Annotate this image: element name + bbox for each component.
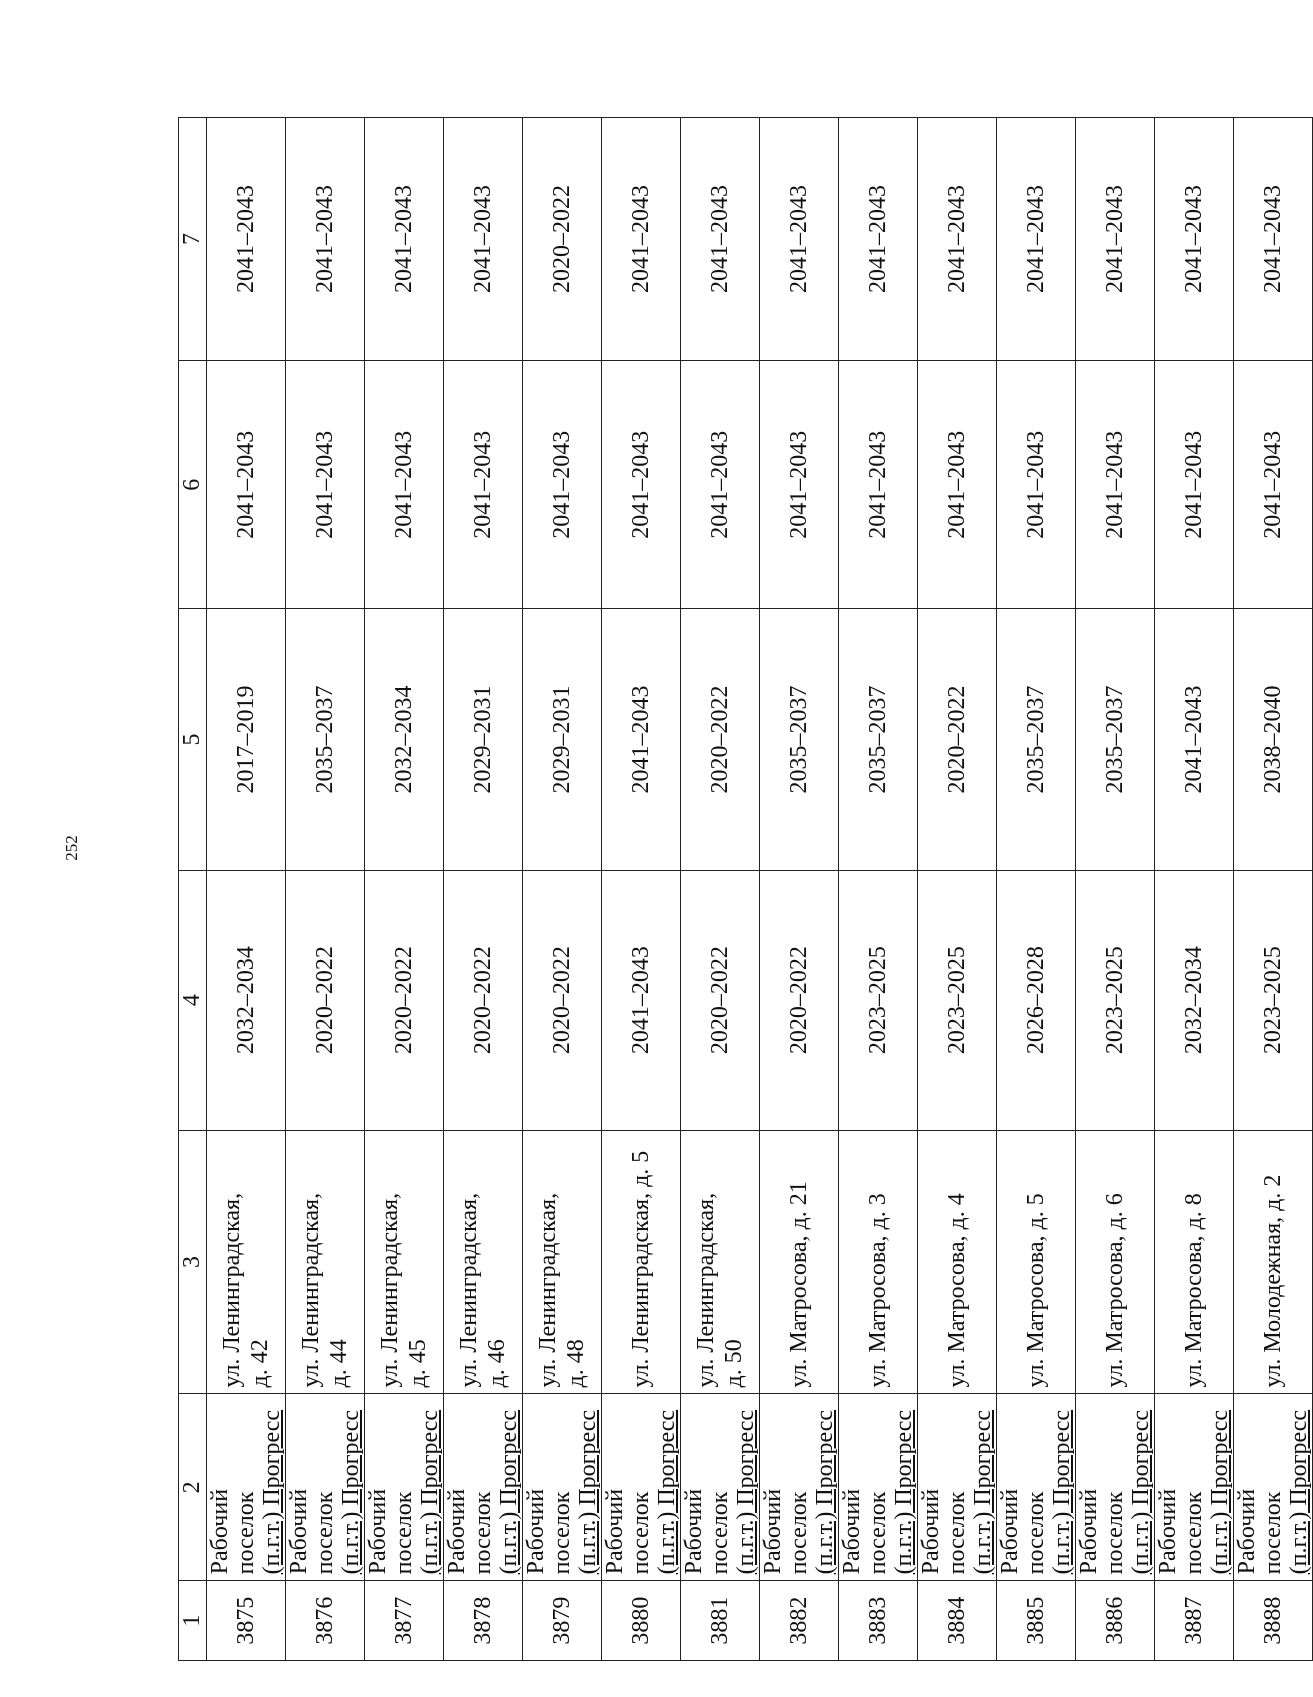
cell-line: (п.г.т.) Прогресс (1128, 1409, 1154, 1575)
period-cell-c7: 2041–2043 (207, 118, 286, 361)
period-cell-c5: 2038–2040 (1234, 609, 1313, 870)
period-cell-c4: 2020–2022 (286, 870, 365, 1130)
period-cell-c7: 2041–2043 (1076, 118, 1155, 361)
settlement-cell (602, 1394, 681, 1581)
cell-line: (п.г.т.) Прогресс (891, 1409, 917, 1575)
period-cell-c6: 2041–2043 (760, 361, 839, 609)
cell-line: ул. Матросова, д. 4 (944, 1193, 970, 1388)
cell-line: (п.г.т.) Прогресс (812, 1409, 838, 1575)
period-cell-c6: 2041–2043 (286, 361, 365, 609)
row-number-cell: 3880 (602, 1581, 681, 1661)
period-cell-c7: 2020–2022 (523, 118, 602, 361)
cell-line: (п.г.т.) Прогресс (654, 1409, 680, 1575)
cell-line: (п.г.т.) Прогресс (575, 1409, 601, 1575)
table-row (918, 118, 997, 1661)
column-header-6: 6 (179, 361, 207, 609)
period-cell-c5: 2029–2031 (523, 609, 602, 870)
cell-line: Рабочий поселок (444, 1488, 496, 1575)
period-cell-c6: 2041–2043 (523, 361, 602, 609)
period-cell-c6: 2041–2043 (207, 361, 286, 609)
cell-line: д. 45 (405, 1339, 431, 1388)
cell-line: д. 42 (247, 1339, 273, 1388)
cell-line: Рабочий поселок (1155, 1488, 1207, 1575)
cell-line: Рабочий поселок (523, 1488, 575, 1575)
period-cell-c7: 2041–2043 (365, 118, 444, 361)
cell-line: (п.г.т.) Прогресс (1049, 1409, 1075, 1575)
period-cell-c6: 2041–2043 (997, 361, 1076, 609)
cell-line: Рабочий поселок (602, 1488, 654, 1575)
table-body (207, 118, 1313, 1661)
period-cell-c6: 2041–2043 (602, 361, 681, 609)
cell-line: д. 48 (563, 1339, 589, 1388)
schedule-table (178, 117, 1313, 1661)
address-cell (286, 1130, 365, 1394)
cell-line: Рабочий поселок (997, 1488, 1049, 1575)
row-number-cell: 3878 (444, 1581, 523, 1661)
settlement-cell (918, 1394, 997, 1581)
address-cell (444, 1130, 523, 1394)
cell-line: Рабочий поселок (207, 1488, 259, 1575)
cell-line: ул. Ленинградская, (219, 1192, 245, 1388)
table-row (839, 118, 918, 1661)
table-row (681, 118, 760, 1661)
cell-line: ул. Ленинградская, (377, 1192, 403, 1388)
settlement-cell (1234, 1394, 1313, 1581)
settlement-cell (839, 1394, 918, 1581)
period-cell-c6: 2041–2043 (444, 361, 523, 609)
period-cell-c7: 2041–2043 (444, 118, 523, 361)
period-cell-c4: 2032–2034 (1155, 870, 1234, 1130)
period-cell-c4: 2023–2025 (918, 870, 997, 1130)
period-cell-c7: 2041–2043 (681, 118, 760, 361)
table-row (1076, 118, 1155, 1661)
cell-line: (п.г.т.) Прогресс (417, 1409, 443, 1575)
column-header-5: 5 (179, 609, 207, 870)
cell-line: (п.г.т.) Прогресс (1286, 1409, 1312, 1575)
column-header-4: 4 (179, 870, 207, 1130)
cell-line: (п.г.т.) Прогресс (1207, 1409, 1233, 1575)
period-cell-c5: 2020–2022 (918, 609, 997, 870)
table-row (1234, 118, 1313, 1661)
period-cell-c5: 2035–2037 (286, 609, 365, 870)
table-row (365, 118, 444, 1661)
column-header-2: 2 (179, 1394, 207, 1581)
address-cell (918, 1130, 997, 1394)
table-row (997, 118, 1076, 1661)
cell-line: ул. Матросова, д. 21 (786, 1181, 812, 1388)
period-cell-c7: 2041–2043 (997, 118, 1076, 361)
column-header-1: 1 (179, 1581, 207, 1661)
address-cell (1076, 1130, 1155, 1394)
cell-line: Рабочий поселок (365, 1488, 417, 1575)
period-cell-c7: 2041–2043 (918, 118, 997, 361)
row-number-cell: 3879 (523, 1581, 602, 1661)
period-cell-c7: 2041–2043 (602, 118, 681, 361)
table-row (1155, 118, 1234, 1661)
period-cell-c5: 2041–2043 (1155, 609, 1234, 870)
period-cell-c6: 2041–2043 (839, 361, 918, 609)
period-cell-c4: 2041–2043 (602, 870, 681, 1130)
address-cell (602, 1130, 681, 1394)
cell-line: Рабочий поселок (1234, 1488, 1286, 1575)
period-cell-c6: 2041–2043 (1234, 361, 1313, 609)
row-number-cell: 3877 (365, 1581, 444, 1661)
cell-line: д. 50 (721, 1339, 747, 1388)
period-cell-c5: 2020–2022 (681, 609, 760, 870)
address-cell (681, 1130, 760, 1394)
page-number: 252 (62, 835, 81, 861)
address-cell (839, 1130, 918, 1394)
settlement-cell (760, 1394, 839, 1581)
cell-line: (п.г.т.) Прогресс (733, 1409, 759, 1575)
period-cell-c7: 2041–2043 (286, 118, 365, 361)
period-cell-c7: 2041–2043 (1155, 118, 1234, 361)
period-cell-c4: 2023–2025 (1076, 870, 1155, 1130)
period-cell-c5: 2035–2037 (839, 609, 918, 870)
period-cell-c4: 2026–2028 (997, 870, 1076, 1130)
settlement-cell (207, 1394, 286, 1581)
column-header-7: 7 (179, 118, 207, 361)
period-cell-c7: 2041–2043 (839, 118, 918, 361)
cell-line: ул. Матросова, д. 6 (1102, 1193, 1128, 1388)
address-cell (760, 1130, 839, 1394)
row-number-cell: 3885 (997, 1581, 1076, 1661)
address-cell (997, 1130, 1076, 1394)
period-cell-c7: 2041–2043 (1234, 118, 1313, 361)
period-cell-c4: 2020–2022 (760, 870, 839, 1130)
period-cell-c5: 2035–2037 (1076, 609, 1155, 870)
period-cell-c5: 2035–2037 (997, 609, 1076, 870)
cell-line: (п.г.т.) Прогресс (338, 1409, 364, 1575)
cell-line: Рабочий поселок (839, 1488, 891, 1575)
row-number-cell: 3884 (918, 1581, 997, 1661)
cell-line: Рабочий поселок (1076, 1488, 1128, 1575)
table-row (444, 118, 523, 1661)
address-cell (1155, 1130, 1234, 1394)
cell-line: (п.г.т.) Прогресс (259, 1409, 285, 1575)
cell-line: ул. Матросова, д. 3 (865, 1193, 891, 1388)
row-number-cell: 3883 (839, 1581, 918, 1661)
table-row (523, 118, 602, 1661)
address-cell (207, 1130, 286, 1394)
cell-line: д. 44 (326, 1339, 352, 1388)
settlement-cell (1155, 1394, 1234, 1581)
cell-line: ул. Ленинградская, (535, 1192, 561, 1388)
period-cell-c5: 2032–2034 (365, 609, 444, 870)
period-cell-c4: 2020–2022 (365, 870, 444, 1130)
cell-line: д. 46 (484, 1339, 510, 1388)
period-cell-c6: 2041–2043 (681, 361, 760, 609)
row-number-cell: 3875 (207, 1581, 286, 1661)
period-cell-c4: 2023–2025 (839, 870, 918, 1130)
cell-line: ул. Ленинградская, (298, 1192, 324, 1388)
settlement-cell (523, 1394, 602, 1581)
cell-line: ул. Молодежная, д. 2 (1260, 1174, 1286, 1388)
period-cell-c7: 2041–2043 (760, 118, 839, 361)
row-number-cell: 3887 (1155, 1581, 1234, 1661)
period-cell-c4: 2020–2022 (523, 870, 602, 1130)
period-cell-c4: 2020–2022 (681, 870, 760, 1130)
cell-line: Рабочий поселок (918, 1488, 970, 1575)
cell-line: Рабочий поселок (286, 1488, 338, 1575)
column-header-3: 3 (179, 1130, 207, 1394)
table-row (760, 118, 839, 1661)
settlement-cell (365, 1394, 444, 1581)
period-cell-c5: 2035–2037 (760, 609, 839, 870)
period-cell-c6: 2041–2043 (918, 361, 997, 609)
period-cell-c5: 2029–2031 (444, 609, 523, 870)
period-cell-c4: 2032–2034 (207, 870, 286, 1130)
cell-line: Рабочий поселок (681, 1488, 733, 1575)
row-number-cell: 3882 (760, 1581, 839, 1661)
address-cell (523, 1130, 602, 1394)
period-cell-c4: 2020–2022 (444, 870, 523, 1130)
settlement-cell (1076, 1394, 1155, 1581)
table-row (207, 118, 286, 1661)
cell-line: ул. Ленинградская, д. 5 (628, 1150, 654, 1388)
period-cell-c6: 2041–2043 (1155, 361, 1234, 609)
settlement-cell (997, 1394, 1076, 1581)
cell-line: ул. Ленинградская, (693, 1192, 719, 1388)
cell-line: (п.г.т.) Прогресс (496, 1409, 522, 1575)
table-row (286, 118, 365, 1661)
settlement-cell (444, 1394, 523, 1581)
row-number-cell: 3888 (1234, 1581, 1313, 1661)
cell-line: ул. Матросова, д. 8 (1181, 1193, 1207, 1388)
period-cell-c6: 2041–2043 (1076, 361, 1155, 609)
cell-line: ул. Матросова, д. 5 (1023, 1193, 1049, 1388)
settlement-cell (681, 1394, 760, 1581)
address-cell (1234, 1130, 1313, 1394)
cell-line: Рабочий поселок (760, 1488, 812, 1575)
period-cell-c5: 2017–2019 (207, 609, 286, 870)
settlement-cell (286, 1394, 365, 1581)
table-row (602, 118, 681, 1661)
period-cell-c4: 2023–2025 (1234, 870, 1313, 1130)
cell-line: (п.г.т.) Прогресс (970, 1409, 996, 1575)
rotated-table-container (178, 117, 1312, 1661)
cell-line: ул. Ленинградская, (456, 1192, 482, 1388)
row-number-cell: 3876 (286, 1581, 365, 1661)
table-header-row (179, 118, 207, 1661)
period-cell-c5: 2041–2043 (602, 609, 681, 870)
period-cell-c6: 2041–2043 (365, 361, 444, 609)
address-cell (365, 1130, 444, 1394)
row-number-cell: 3881 (681, 1581, 760, 1661)
row-number-cell: 3886 (1076, 1581, 1155, 1661)
